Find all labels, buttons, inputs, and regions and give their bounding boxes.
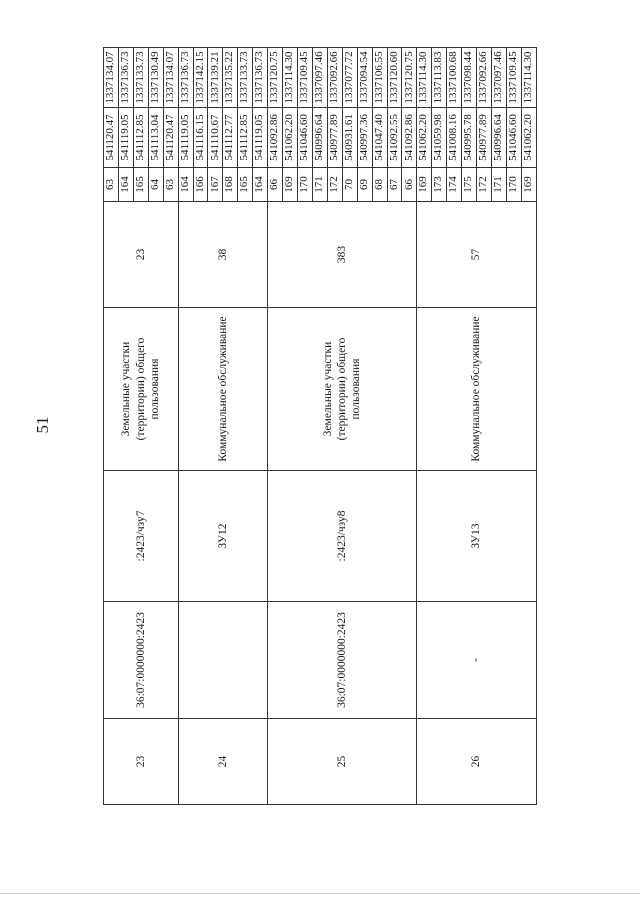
- bottom-divider: [0, 893, 640, 894]
- x-coordinate-cell: 541062.20: [521, 108, 536, 168]
- point-number-cell: 167: [208, 168, 223, 202]
- y-coordinate-cell: 1337077.72: [342, 48, 357, 108]
- y-coordinate-cell: 1337098.44: [462, 48, 477, 108]
- y-coordinate-cell: 1337100.68: [447, 48, 462, 108]
- y-coordinate-cell: 1337139.21: [208, 48, 223, 108]
- land-plot-id-cell: ЗУ13: [417, 471, 537, 602]
- y-coordinate-cell: 1337106.55: [372, 48, 387, 108]
- x-coordinate-cell: 541112.85: [133, 108, 148, 168]
- point-number-cell: 175: [462, 168, 477, 202]
- point-number-cell: 169: [283, 168, 298, 202]
- y-coordinate-cell: 1337120.75: [268, 48, 283, 108]
- cadastral-number-cell: [178, 602, 268, 719]
- y-coordinate-cell: 1337120.60: [387, 48, 402, 108]
- x-coordinate-cell: 540995.78: [462, 108, 477, 168]
- point-number-cell: 70: [342, 168, 357, 202]
- x-coordinate-cell: 541116.15: [193, 108, 208, 168]
- point-number-cell: 164: [253, 168, 268, 202]
- permitted-use-cell: Коммунальное обслуживание: [178, 308, 268, 471]
- y-coordinate-cell: 1337136.73: [178, 48, 193, 108]
- x-coordinate-cell: 541113.04: [148, 108, 163, 168]
- y-coordinate-cell: 1337092.66: [477, 48, 492, 108]
- x-coordinate-cell: 541110.67: [208, 108, 223, 168]
- x-coordinate-cell: 541120.47: [104, 108, 119, 168]
- x-coordinate-cell: 540997.36: [357, 108, 372, 168]
- table-frame: [103, 48, 537, 805]
- x-coordinate-cell: 540996.64: [312, 108, 327, 168]
- table-row: [178, 48, 193, 805]
- x-coordinate-cell: 541062.20: [283, 108, 298, 168]
- point-number-cell: 168: [223, 168, 238, 202]
- x-coordinate-cell: 541046.60: [297, 108, 312, 168]
- permitted-use-cell: Земельные участки (территории) общего пользования: [268, 308, 417, 471]
- x-coordinate-cell: 540931.61: [342, 108, 357, 168]
- table-row: [268, 48, 283, 805]
- point-number-cell: 165: [238, 168, 253, 202]
- y-coordinate-cell: 1337142.15: [193, 48, 208, 108]
- point-number-cell: 169: [417, 168, 432, 202]
- x-coordinate-cell: 540977.89: [477, 108, 492, 168]
- y-coordinate-cell: 1337114.30: [283, 48, 298, 108]
- x-coordinate-cell: 541092.86: [402, 108, 417, 168]
- y-coordinate-cell: 1337109.45: [506, 48, 521, 108]
- y-coordinate-cell: 1337130.49: [148, 48, 163, 108]
- table-row: [417, 48, 432, 805]
- x-coordinate-cell: 540996.64: [491, 108, 506, 168]
- area-cell: 23: [104, 202, 179, 308]
- x-coordinate-cell: 541112.85: [238, 108, 253, 168]
- point-number-cell: 169: [521, 168, 536, 202]
- y-coordinate-cell: 1337109.45: [297, 48, 312, 108]
- point-number-cell: 63: [163, 168, 178, 202]
- rotated-table-container: [103, 48, 537, 805]
- y-coordinate-cell: 1337097.46: [312, 48, 327, 108]
- y-coordinate-cell: 1337136.73: [118, 48, 133, 108]
- point-number-cell: 170: [297, 168, 312, 202]
- point-number-cell: 69: [357, 168, 372, 202]
- x-coordinate-cell: 541059.98: [432, 108, 447, 168]
- point-number-cell: 68: [372, 168, 387, 202]
- table-row: [104, 48, 119, 805]
- point-number-cell: 63: [104, 168, 119, 202]
- row-number-cell: 25: [268, 719, 417, 805]
- area-cell: 57: [417, 202, 537, 308]
- y-coordinate-cell: 1337092.66: [327, 48, 342, 108]
- y-coordinate-cell: 1337114.30: [417, 48, 432, 108]
- point-number-cell: 171: [491, 168, 506, 202]
- y-coordinate-cell: 1337136.73: [253, 48, 268, 108]
- row-number-cell: 23: [104, 719, 179, 805]
- x-coordinate-cell: 540977.89: [327, 108, 342, 168]
- y-coordinate-cell: 1337133.73: [238, 48, 253, 108]
- x-coordinate-cell: 541062.20: [417, 108, 432, 168]
- table-body: [104, 48, 537, 805]
- x-coordinate-cell: 541092.86: [268, 108, 283, 168]
- x-coordinate-cell: 541008.16: [447, 108, 462, 168]
- cadastral-number-cell: 36:07:0000000:2423: [104, 602, 179, 719]
- land-plot-id-cell: :2423/чзу8: [268, 471, 417, 602]
- point-number-cell: 164: [118, 168, 133, 202]
- point-number-cell: 173: [432, 168, 447, 202]
- point-number-cell: 165: [133, 168, 148, 202]
- x-coordinate-cell: 541119.05: [253, 108, 268, 168]
- y-coordinate-cell: 1337135.22: [223, 48, 238, 108]
- y-coordinate-cell: 1337097.46: [491, 48, 506, 108]
- y-coordinate-cell: 1337133.73: [133, 48, 148, 108]
- y-coordinate-cell: 1337120.75: [402, 48, 417, 108]
- row-number-cell: 26: [417, 719, 537, 805]
- point-number-cell: 172: [477, 168, 492, 202]
- point-number-cell: 67: [387, 168, 402, 202]
- y-coordinate-cell: 1337113.83: [432, 48, 447, 108]
- land-plot-id-cell: :2423/чзу7: [104, 471, 179, 602]
- cadastral-number-cell: -: [417, 602, 537, 719]
- point-number-cell: 166: [193, 168, 208, 202]
- point-number-cell: 164: [178, 168, 193, 202]
- cadastral-number-cell: 36:07:0000000:2423: [268, 602, 417, 719]
- point-number-cell: 66: [268, 168, 283, 202]
- permitted-use-cell: Коммунальное обслуживание: [417, 308, 537, 471]
- area-cell: 38: [178, 202, 268, 308]
- x-coordinate-cell: 541120.47: [163, 108, 178, 168]
- page-number: 51: [33, 416, 52, 434]
- point-number-cell: 171: [312, 168, 327, 202]
- land-plot-id-cell: ЗУ12: [178, 471, 268, 602]
- x-coordinate-cell: 541119.05: [178, 108, 193, 168]
- x-coordinate-cell: 541112.77: [223, 108, 238, 168]
- coordinates-table: [103, 47, 537, 805]
- y-coordinate-cell: 1337134.07: [163, 48, 178, 108]
- point-number-cell: 172: [327, 168, 342, 202]
- area-cell: 383: [268, 202, 417, 308]
- y-coordinate-cell: 1337094.54: [357, 48, 372, 108]
- x-coordinate-cell: 541047.40: [372, 108, 387, 168]
- row-number-cell: 24: [178, 719, 268, 805]
- y-coordinate-cell: 1337134.07: [104, 48, 119, 108]
- y-coordinate-cell: 1337114.30: [521, 48, 536, 108]
- x-coordinate-cell: 541046.60: [506, 108, 521, 168]
- point-number-cell: 170: [506, 168, 521, 202]
- x-coordinate-cell: 541119.05: [118, 108, 133, 168]
- point-number-cell: 66: [402, 168, 417, 202]
- permitted-use-cell: Земельные участки (территории) общего пользования: [104, 308, 179, 471]
- x-coordinate-cell: 541092.55: [387, 108, 402, 168]
- point-number-cell: 64: [148, 168, 163, 202]
- point-number-cell: 174: [447, 168, 462, 202]
